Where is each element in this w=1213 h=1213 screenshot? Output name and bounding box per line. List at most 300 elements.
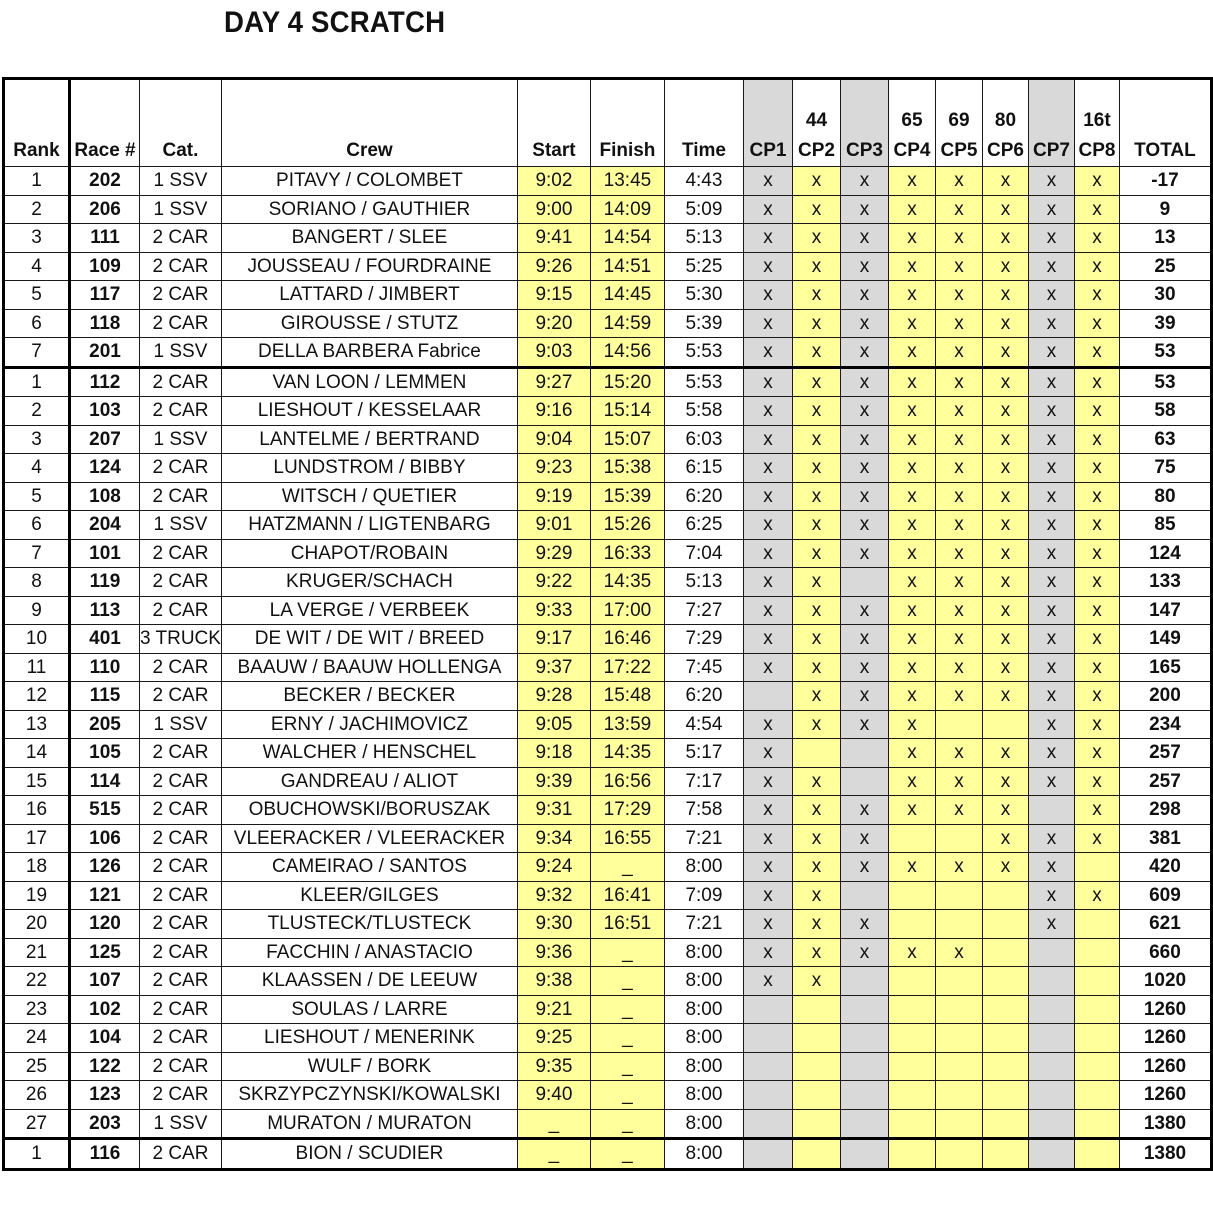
category-cell: 2 CAR bbox=[140, 309, 222, 338]
total-cell: 1260 bbox=[1119, 1024, 1211, 1053]
cp7-cell: x bbox=[1028, 881, 1074, 910]
cp4-cell bbox=[888, 1109, 935, 1139]
cp1-cell: x bbox=[743, 397, 792, 426]
total-cell: 63 bbox=[1119, 425, 1211, 454]
crew-cell: FACCHIN / ANASTACIO bbox=[221, 938, 517, 967]
cp2-cell: x bbox=[792, 881, 840, 910]
total-cell: 1260 bbox=[1119, 1052, 1211, 1081]
race-number-cell: 113 bbox=[70, 596, 140, 625]
cp8-cell: x bbox=[1074, 511, 1119, 540]
cp4-cell: x bbox=[888, 710, 935, 739]
finish-cell: 14:45 bbox=[590, 281, 664, 310]
cp6-cell bbox=[982, 710, 1028, 739]
cp5-cell: x bbox=[935, 281, 982, 310]
cp4-cell bbox=[888, 995, 935, 1024]
cp6-cell: x bbox=[982, 568, 1028, 597]
finish-cell: 16:46 bbox=[590, 625, 664, 654]
cp3-cell: x bbox=[840, 596, 888, 625]
time-cell: 5:58 bbox=[664, 397, 743, 426]
cp3-cell: x bbox=[840, 653, 888, 682]
crew-cell: CAMEIRAO / SANTOS bbox=[221, 853, 517, 882]
cp4-cell: x bbox=[888, 853, 935, 882]
cp7-cell: x bbox=[1028, 309, 1074, 338]
crew-cell: GANDREAU / ALIOT bbox=[221, 767, 517, 796]
cp1-cell: x bbox=[743, 482, 792, 511]
race-number-cell: 115 bbox=[70, 682, 140, 711]
crew-cell: JOUSSEAU / FOURDRAINE bbox=[221, 252, 517, 281]
crew-cell: HATZMANN / LIGTENBARG bbox=[221, 511, 517, 540]
cp6-cell bbox=[982, 1109, 1028, 1139]
cp4-cell bbox=[888, 1139, 935, 1170]
race-number-cell: 118 bbox=[70, 309, 140, 338]
crew-cell: KLEER/GILGES bbox=[221, 881, 517, 910]
start-cell: 9:31 bbox=[517, 796, 590, 825]
cp8-cell bbox=[1074, 967, 1119, 996]
cp3-cell: x bbox=[840, 195, 888, 224]
cp6-cell bbox=[982, 938, 1028, 967]
time-cell: 5:30 bbox=[664, 281, 743, 310]
total-cell: 39 bbox=[1119, 309, 1211, 338]
cp7-cell: x bbox=[1028, 454, 1074, 483]
cp8-cell: x bbox=[1074, 596, 1119, 625]
cp2-cell bbox=[792, 739, 840, 768]
crew-cell: LUNDSTROM / BIBBY bbox=[221, 454, 517, 483]
cp2-cell: x bbox=[792, 710, 840, 739]
table-row bbox=[4, 425, 1212, 454]
table-row bbox=[4, 1081, 1212, 1110]
total-cell: 1260 bbox=[1119, 995, 1211, 1024]
rank-cell: 6 bbox=[4, 511, 70, 540]
cp5-cell: x bbox=[935, 596, 982, 625]
time-cell: 7:09 bbox=[664, 881, 743, 910]
table-row bbox=[4, 995, 1212, 1024]
total-cell: 1020 bbox=[1119, 967, 1211, 996]
cp3-cell: x bbox=[840, 796, 888, 825]
category-cell: 1 SSV bbox=[140, 195, 222, 224]
cp4-cell: x bbox=[888, 252, 935, 281]
table-row bbox=[4, 511, 1212, 540]
cp5-cell bbox=[935, 1109, 982, 1139]
crew-cell: SKRZYPCZYNSKI/KOWALSKI bbox=[221, 1081, 517, 1110]
cp3-cell bbox=[840, 568, 888, 597]
table-row bbox=[4, 767, 1212, 796]
time-cell: 5:39 bbox=[664, 309, 743, 338]
crew-cell: LANTELME / BERTRAND bbox=[221, 425, 517, 454]
cp7-cell: x bbox=[1028, 511, 1074, 540]
race-number-cell: 103 bbox=[70, 397, 140, 426]
cp4-cell: x bbox=[888, 397, 935, 426]
finish-cell: 14:51 bbox=[590, 252, 664, 281]
table-row bbox=[4, 338, 1212, 368]
cp7-cell bbox=[1028, 1139, 1074, 1170]
start-cell: 9:26 bbox=[517, 252, 590, 281]
cp8-cell: x bbox=[1074, 252, 1119, 281]
cp6-cell: x bbox=[982, 167, 1028, 196]
finish-cell: 14:59 bbox=[590, 309, 664, 338]
total-cell: 257 bbox=[1119, 767, 1211, 796]
race-number-cell: 111 bbox=[70, 224, 140, 253]
rank-cell: 4 bbox=[4, 252, 70, 281]
cp6-cell: x bbox=[982, 482, 1028, 511]
time-cell: 7:17 bbox=[664, 767, 743, 796]
crew-cell: GIROUSSE / STUTZ bbox=[221, 309, 517, 338]
cp1-cell: x bbox=[743, 281, 792, 310]
cp8-cell: x bbox=[1074, 338, 1119, 368]
finish-cell: _ bbox=[590, 1139, 664, 1170]
table-row bbox=[4, 195, 1212, 224]
table-row bbox=[4, 739, 1212, 768]
total-cell: 75 bbox=[1119, 454, 1211, 483]
cp8-cell bbox=[1074, 853, 1119, 882]
cp8-cell: x bbox=[1074, 454, 1119, 483]
header-total: TOTAL bbox=[1119, 79, 1211, 167]
cp1-cell: x bbox=[743, 367, 792, 397]
cp3-cell: x bbox=[840, 224, 888, 253]
cp4-cell: x bbox=[888, 482, 935, 511]
category-cell: 2 CAR bbox=[140, 796, 222, 825]
cp3-cell: x bbox=[840, 625, 888, 654]
time-cell: 5:17 bbox=[664, 739, 743, 768]
cp5-cell: x bbox=[935, 367, 982, 397]
header-finish: Finish bbox=[590, 79, 664, 167]
race-number-cell: 108 bbox=[70, 482, 140, 511]
header-cp1 bbox=[743, 79, 792, 167]
cp1-label: CP1 bbox=[749, 140, 787, 161]
start-cell: 9:35 bbox=[517, 1052, 590, 1081]
cp6-cell: x bbox=[982, 539, 1028, 568]
cp5-cell: x bbox=[935, 739, 982, 768]
cp8-cell: x bbox=[1074, 568, 1119, 597]
cp7-cell: x bbox=[1028, 682, 1074, 711]
race-number-cell: 120 bbox=[70, 910, 140, 939]
cp3-cell bbox=[840, 967, 888, 996]
rank-cell: 8 bbox=[4, 568, 70, 597]
rank-cell: 27 bbox=[4, 1109, 70, 1139]
cp2-cell: x bbox=[792, 281, 840, 310]
cp7-cell: x bbox=[1028, 167, 1074, 196]
crew-cell: ERNY / JACHIMOVICZ bbox=[221, 710, 517, 739]
cp2-cell: x bbox=[792, 482, 840, 511]
cp1-cell: x bbox=[743, 596, 792, 625]
cp2-label: CP2 bbox=[797, 140, 835, 161]
cp7-cell bbox=[1028, 967, 1074, 996]
cp7-cell: x bbox=[1028, 653, 1074, 682]
cp2-cell: x bbox=[792, 309, 840, 338]
start-cell: 9:23 bbox=[517, 454, 590, 483]
category-cell: 3 TRUCK bbox=[140, 625, 222, 654]
race-number-cell: 112 bbox=[70, 367, 140, 397]
cp7-cell: x bbox=[1028, 539, 1074, 568]
header-cp6 bbox=[982, 79, 1028, 167]
category-cell: 2 CAR bbox=[140, 1081, 222, 1110]
time-cell: 8:00 bbox=[664, 853, 743, 882]
rank-cell: 14 bbox=[4, 739, 70, 768]
time-cell: 4:43 bbox=[664, 167, 743, 196]
cp5-cell: x bbox=[935, 767, 982, 796]
cp4-cell bbox=[888, 910, 935, 939]
cp4-cell: x bbox=[888, 338, 935, 368]
race-number-cell: 116 bbox=[70, 1139, 140, 1170]
header-cp2 bbox=[792, 79, 840, 167]
crew-cell: BECKER / BECKER bbox=[221, 682, 517, 711]
cp4-cell: x bbox=[888, 224, 935, 253]
start-cell: 9:20 bbox=[517, 309, 590, 338]
header-race-number: Race # bbox=[70, 79, 140, 167]
cp1-cell: x bbox=[743, 511, 792, 540]
race-number-cell: 401 bbox=[70, 625, 140, 654]
finish-cell: _ bbox=[590, 995, 664, 1024]
crew-cell: WALCHER / HENSCHEL bbox=[221, 739, 517, 768]
cp3-cell: x bbox=[840, 853, 888, 882]
finish-cell: 14:35 bbox=[590, 568, 664, 597]
cp3-cell: x bbox=[840, 309, 888, 338]
cp1-cell bbox=[743, 1139, 792, 1170]
finish-cell: _ bbox=[590, 1109, 664, 1139]
results-body bbox=[4, 167, 1212, 1170]
race-number-cell: 206 bbox=[70, 195, 140, 224]
finish-cell: 13:59 bbox=[590, 710, 664, 739]
total-cell: 1260 bbox=[1119, 1081, 1211, 1110]
cp2-cell: x bbox=[792, 195, 840, 224]
crew-cell: PITAVY / COLOMBET bbox=[221, 167, 517, 196]
race-number-cell: 121 bbox=[70, 881, 140, 910]
category-cell: 2 CAR bbox=[140, 967, 222, 996]
crew-cell: LATTARD / JIMBERT bbox=[221, 281, 517, 310]
header-cp3 bbox=[840, 79, 888, 167]
cp1-cell: x bbox=[743, 767, 792, 796]
total-cell: 149 bbox=[1119, 625, 1211, 654]
cp7-cell: x bbox=[1028, 367, 1074, 397]
cp8-cell: x bbox=[1074, 682, 1119, 711]
cp2-cell bbox=[792, 1024, 840, 1053]
cp3-cell: x bbox=[840, 397, 888, 426]
crew-cell: LIESHOUT / MENERINK bbox=[221, 1024, 517, 1053]
cp2-cell: x bbox=[792, 824, 840, 853]
page-title: DAY 4 SCRATCH bbox=[224, 6, 446, 39]
cp6-cell bbox=[982, 1139, 1028, 1170]
total-cell: 660 bbox=[1119, 938, 1211, 967]
rank-cell: 26 bbox=[4, 1081, 70, 1110]
time-cell: 7:27 bbox=[664, 596, 743, 625]
cp2-cell: x bbox=[792, 252, 840, 281]
cp8-cell bbox=[1074, 1052, 1119, 1081]
cp8-cell: x bbox=[1074, 167, 1119, 196]
start-cell: 9:16 bbox=[517, 397, 590, 426]
cp4-cell: x bbox=[888, 367, 935, 397]
crew-cell: WULF / BORK bbox=[221, 1052, 517, 1081]
cp2-cell: x bbox=[792, 568, 840, 597]
cp4-label: CP4 bbox=[893, 140, 931, 161]
time-cell: 8:00 bbox=[664, 938, 743, 967]
finish-cell: 13:45 bbox=[590, 167, 664, 196]
cp6-cell: x bbox=[982, 309, 1028, 338]
category-cell: 2 CAR bbox=[140, 454, 222, 483]
rank-cell: 13 bbox=[4, 710, 70, 739]
category-cell: 1 SSV bbox=[140, 338, 222, 368]
start-cell: 9:18 bbox=[517, 739, 590, 768]
cp7-label: CP7 bbox=[1032, 140, 1070, 161]
cp2-cell: x bbox=[792, 625, 840, 654]
table-row bbox=[4, 309, 1212, 338]
race-number-cell: 126 bbox=[70, 853, 140, 882]
crew-cell: SOULAS / LARRE bbox=[221, 995, 517, 1024]
cp4-cell: x bbox=[888, 167, 935, 196]
rank-cell: 10 bbox=[4, 625, 70, 654]
crew-cell: DE WIT / DE WIT / BREED bbox=[221, 625, 517, 654]
cp4-cell: x bbox=[888, 796, 935, 825]
rank-cell: 3 bbox=[4, 425, 70, 454]
cp4-cell bbox=[888, 1081, 935, 1110]
start-cell: _ bbox=[517, 1109, 590, 1139]
cp6-cell: x bbox=[982, 397, 1028, 426]
cp5-cell: x bbox=[935, 625, 982, 654]
total-cell: 234 bbox=[1119, 710, 1211, 739]
start-cell: 9:32 bbox=[517, 881, 590, 910]
total-cell: 298 bbox=[1119, 796, 1211, 825]
cp4-cell bbox=[888, 1052, 935, 1081]
cp2-cell: x bbox=[792, 539, 840, 568]
category-cell: 2 CAR bbox=[140, 824, 222, 853]
total-cell: 420 bbox=[1119, 853, 1211, 882]
cp3-cell: x bbox=[840, 338, 888, 368]
cp8-cell: x bbox=[1074, 195, 1119, 224]
cp4-cell bbox=[888, 824, 935, 853]
race-number-cell: 204 bbox=[70, 511, 140, 540]
cp3-cell: x bbox=[840, 539, 888, 568]
cp5-cell bbox=[935, 1081, 982, 1110]
rank-cell: 23 bbox=[4, 995, 70, 1024]
cp3-cell: x bbox=[840, 167, 888, 196]
cp4-cell: x bbox=[888, 682, 935, 711]
table-row bbox=[4, 596, 1212, 625]
cp4-cell: x bbox=[888, 454, 935, 483]
cp4-cell bbox=[888, 1024, 935, 1053]
category-cell: 1 SSV bbox=[140, 425, 222, 454]
category-cell: 1 SSV bbox=[140, 1109, 222, 1139]
table-row bbox=[4, 367, 1212, 397]
cp8-cell bbox=[1074, 1081, 1119, 1110]
table-row bbox=[4, 938, 1212, 967]
table-row bbox=[4, 653, 1212, 682]
cp3-cell bbox=[840, 1052, 888, 1081]
cp7-cell: x bbox=[1028, 224, 1074, 253]
category-cell: 2 CAR bbox=[140, 568, 222, 597]
time-cell: 7:04 bbox=[664, 539, 743, 568]
crew-cell: LIESHOUT / KESSELAAR bbox=[221, 397, 517, 426]
table-row bbox=[4, 568, 1212, 597]
rank-cell: 20 bbox=[4, 910, 70, 939]
cp8-cell: x bbox=[1074, 824, 1119, 853]
time-cell: 6:15 bbox=[664, 454, 743, 483]
start-cell: 9:29 bbox=[517, 539, 590, 568]
finish-cell: _ bbox=[590, 1024, 664, 1053]
rank-cell: 21 bbox=[4, 938, 70, 967]
rank-cell: 3 bbox=[4, 224, 70, 253]
cp4-cell bbox=[888, 967, 935, 996]
time-cell: 5:13 bbox=[664, 568, 743, 597]
finish-cell: 15:14 bbox=[590, 397, 664, 426]
cp2-cell: x bbox=[792, 967, 840, 996]
rank-cell: 1 bbox=[4, 1139, 70, 1170]
cp6-cell: x bbox=[982, 739, 1028, 768]
crew-cell: TLUSTECK/TLUSTECK bbox=[221, 910, 517, 939]
cp1-cell: x bbox=[743, 454, 792, 483]
cp1-cell: x bbox=[743, 309, 792, 338]
race-number-cell: 122 bbox=[70, 1052, 140, 1081]
cp7-cell bbox=[1028, 995, 1074, 1024]
race-number-cell: 125 bbox=[70, 938, 140, 967]
rank-cell: 4 bbox=[4, 454, 70, 483]
finish-cell: 14:56 bbox=[590, 338, 664, 368]
cp6-cell: x bbox=[982, 195, 1028, 224]
category-cell: 2 CAR bbox=[140, 596, 222, 625]
cp6-cell bbox=[982, 995, 1028, 1024]
time-cell: 8:00 bbox=[664, 1081, 743, 1110]
start-cell: 9:21 bbox=[517, 995, 590, 1024]
table-row bbox=[4, 967, 1212, 996]
finish-cell: 15:39 bbox=[590, 482, 664, 511]
race-number-cell: 205 bbox=[70, 710, 140, 739]
header-row bbox=[4, 79, 1212, 167]
cp8-cell: x bbox=[1074, 309, 1119, 338]
total-cell: 124 bbox=[1119, 539, 1211, 568]
table-row bbox=[4, 796, 1212, 825]
cp4-cell: x bbox=[888, 195, 935, 224]
crew-cell: KRUGER/SCHACH bbox=[221, 568, 517, 597]
category-cell: 2 CAR bbox=[140, 653, 222, 682]
cp1-cell: x bbox=[743, 739, 792, 768]
table-row bbox=[4, 682, 1212, 711]
cp3-label: CP3 bbox=[845, 140, 883, 161]
cp4-cell: x bbox=[888, 281, 935, 310]
table-row bbox=[4, 881, 1212, 910]
time-cell: 6:20 bbox=[664, 482, 743, 511]
cp2-cell bbox=[792, 1109, 840, 1139]
cp1-cell: x bbox=[743, 625, 792, 654]
cp2-cell: x bbox=[792, 367, 840, 397]
cp5-cell: x bbox=[935, 853, 982, 882]
cp2-cell: x bbox=[792, 938, 840, 967]
cp2-sub-label: 44 bbox=[805, 110, 828, 131]
cp8-cell bbox=[1074, 995, 1119, 1024]
table-row bbox=[4, 397, 1212, 426]
cp5-sub-label: 69 bbox=[948, 110, 970, 131]
cp6-cell bbox=[982, 910, 1028, 939]
time-cell: 5:53 bbox=[664, 367, 743, 397]
start-cell: 9:24 bbox=[517, 853, 590, 882]
finish-cell: 15:07 bbox=[590, 425, 664, 454]
cp6-label: CP6 bbox=[986, 140, 1024, 161]
start-cell: 9:03 bbox=[517, 338, 590, 368]
race-number-cell: 203 bbox=[70, 1109, 140, 1139]
cp3-cell: x bbox=[840, 281, 888, 310]
cp8-cell: x bbox=[1074, 425, 1119, 454]
cp1-cell: x bbox=[743, 967, 792, 996]
category-cell: 2 CAR bbox=[140, 995, 222, 1024]
cp5-cell: x bbox=[935, 309, 982, 338]
rank-cell: 5 bbox=[4, 281, 70, 310]
time-cell: 5:13 bbox=[664, 224, 743, 253]
race-number-cell: 124 bbox=[70, 454, 140, 483]
header-cp7 bbox=[1028, 79, 1074, 167]
cp4-cell: x bbox=[888, 653, 935, 682]
rank-cell: 9 bbox=[4, 596, 70, 625]
cp7-cell: x bbox=[1028, 767, 1074, 796]
cp3-cell: x bbox=[840, 910, 888, 939]
cp8-cell: x bbox=[1074, 397, 1119, 426]
cp2-cell: x bbox=[792, 682, 840, 711]
cp6-cell: x bbox=[982, 767, 1028, 796]
